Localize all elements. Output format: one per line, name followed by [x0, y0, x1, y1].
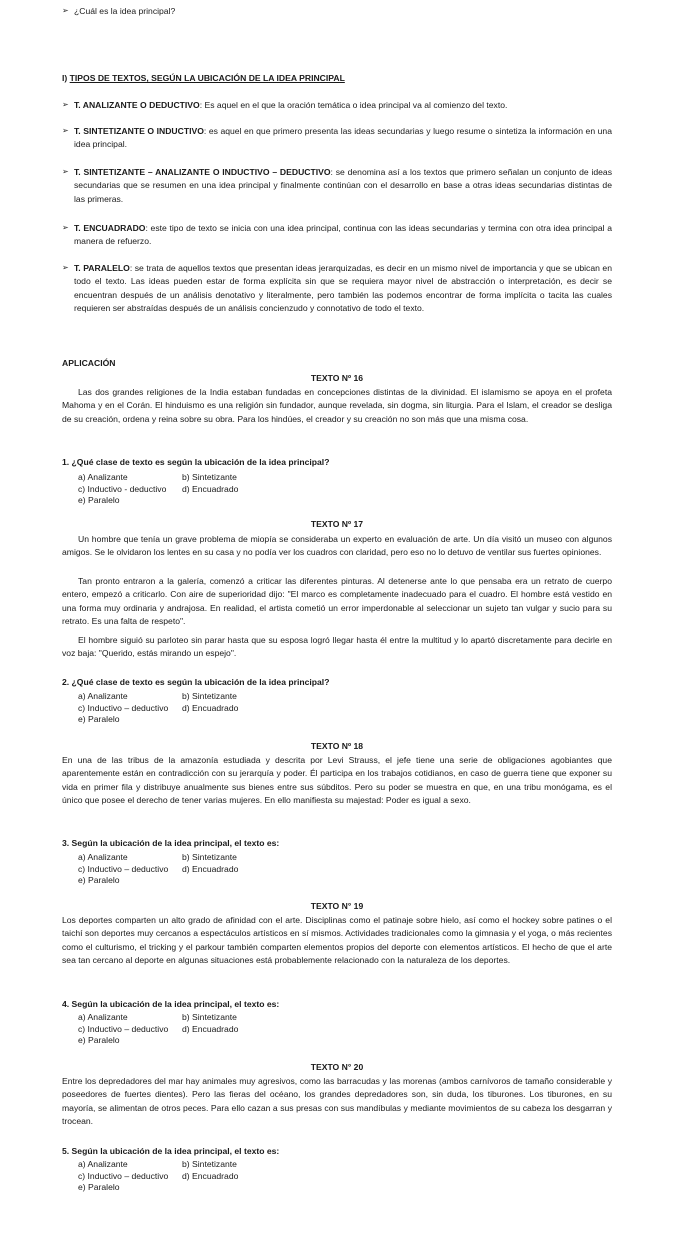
question-4: 4. Según la ubicación de la idea principal, el texto es:	[62, 999, 280, 1009]
type-item-paralelo	[62, 262, 612, 315]
text-20-paragraph: Entre los depredadores del mar hay animales muy agresivos, como las barracudas y las morenas (ambos carnívoros de tamaño considerable y poseedores de fuertes dientes). Pero las fieras del océano, los grandes depredadores son, sin duda, los tiburones. Los tiburones, en su mayoría, se alimentan de otros peces. Para ello cazan a sus presas con sus mandíbulas y mediante movimientos de su cabeza los desgarran y trocean.	[62, 1076, 612, 1126]
type-description: : se trata de aquellos textos que presentan ideas jerarquizadas, es decir en un mismo nivel de importancia y que se ubican en todo el texto. Las ideas pueden estar de forma explícita sin que se requiera mayor nivel de abstracción o interpretación, es decir se encuentran después de un análisis denotativo y literalmente, pero también las podemos encontrar de forma implícita o tacita las cuales requieren ser abstraídas después de un análisis concienzudo y connotativo de todo el texto.	[74, 263, 612, 313]
option-a[interactable]: a) Analizante	[78, 472, 128, 482]
option-b[interactable]: b) Sintetizante	[182, 1012, 237, 1022]
arrow-bullet-icon: ➢	[62, 126, 69, 135]
option-b[interactable]: b) Sintetizante	[182, 691, 237, 701]
type-term: T. ANALIZANTE O DEDUCTIVO	[74, 100, 200, 110]
option-e[interactable]: e) Paralelo	[78, 875, 120, 886]
type-description: : Es aquel en el que la oración temática o idea principal va al comienzo del texto.	[199, 100, 508, 110]
question-4-options	[78, 1012, 238, 1047]
type-item-encuadrado	[62, 222, 612, 249]
text-19-paragraph: Los deportes comparten un alto grado de afinidad con el arte. Disciplinas como el patinaje sobre hielo, así como el hockey sobre patines o el taichí son deportes muy cercanos a espectáculos artísticos en sí mismos. Actividades tradicionales como la gimnasia y el yoga, o más recientes como el culturismo, el tricking y el parkour también comparten elementos propios del deporte con elementos artísticos. El hecho de que el arte sea tan cercano al deporte en algunas situaciones está probablemente relacionado con la naturaleza de los deportes.	[62, 915, 612, 965]
option-c[interactable]: c) Inductivo – deductivo	[78, 702, 169, 713]
question-1-options	[78, 472, 238, 507]
option-a[interactable]: a) Analizante	[78, 1159, 128, 1169]
option-d[interactable]: d) Encuadrado	[182, 1023, 239, 1034]
option-d[interactable]: d) Encuadrado	[182, 1170, 239, 1181]
option-c[interactable]: c) Inductivo – deductivo	[78, 1170, 169, 1181]
section-heading	[62, 72, 345, 85]
type-term: T. SINTETIZANTE O INDUCTIVO	[74, 126, 204, 136]
option-b[interactable]: b) Sintetizante	[182, 852, 237, 862]
text-19-title: TEXTO N° 19	[310, 901, 364, 911]
text-17-title: TEXTO Nº 17	[310, 519, 364, 529]
option-a[interactable]: a) Analizante	[78, 691, 128, 701]
type-term: T. ENCUADRADO	[74, 223, 146, 233]
type-item-sintetizante	[62, 125, 612, 152]
arrow-bullet-icon: ➢	[62, 223, 69, 232]
type-term: T. PARALELO	[74, 263, 130, 273]
application-heading: APLICACIÓN	[62, 358, 116, 368]
question-2-options	[78, 691, 238, 726]
option-e[interactable]: e) Paralelo	[78, 1182, 120, 1193]
section-heading-title: TIPOS DE TEXTOS, SEGÚN LA UBICACIÓN DE LA IDEA PRINCIPAL	[69, 73, 345, 83]
question-5-options	[78, 1159, 238, 1194]
type-item-analizante	[62, 99, 612, 112]
text-17-paragraph-1: Un hombre que tenía un grave problema de miopía se consideraba un experto en evaluación de arte. Un día visitó un museo con algunos amigos. Se le olvidaron los lentes en su casa y no podía ver los cuadros con claridad, pero eso no lo detuvo de ventilar sus fuertes opiniones.	[62, 534, 612, 558]
type-term: T. SINTETIZANTE – ANALIZANTE O INDUCTIVO – DEDUCTIVO	[74, 167, 331, 177]
arrow-bullet-icon: ➢	[62, 167, 69, 176]
option-a[interactable]: a) Analizante	[78, 1012, 128, 1022]
text-16-title: TEXTO Nº 16	[310, 373, 364, 383]
text-18-title: TEXTO Nº 18	[310, 741, 364, 751]
section-heading-prefix: I)	[62, 73, 70, 83]
option-c[interactable]: c) Inductivo - deductivo	[78, 483, 167, 494]
type-description: : se denomina así a los textos que primero señalan un conjunto de ideas secundarias que se resumen en una idea principal y finalmente continúan con el desarrollo en base a otras ideas secundarias distintas de las primeras.	[74, 167, 612, 204]
type-description: : este tipo de texto se inicia con una idea principal, continua con las ideas secundarias y termina con otra idea principal a manera de refuerzo.	[74, 223, 613, 247]
option-a[interactable]: a) Analizante	[78, 852, 128, 862]
question-3-options	[78, 852, 238, 887]
top-question	[62, 5, 622, 18]
option-c[interactable]: c) Inductivo – deductivo	[78, 1023, 169, 1034]
option-d[interactable]: d) Encuadrado	[182, 483, 239, 494]
question-2: 2. ¿Qué clase de texto es según la ubicación de la idea principal?	[62, 677, 330, 687]
option-e[interactable]: e) Paralelo	[78, 1035, 120, 1046]
question-3: 3. Según la ubicación de la idea principal, el texto es:	[62, 838, 280, 848]
text-18-paragraph: En una de las tribus de la amazonía estudiada y descrita por Levi Strauss, el jefe tiene una serie de obligaciones agobiantes que aparentemente están en contradicción con su jerarquía y poder. Él participa en los trabajos cotidianos, en caso de guerra tiene que exponer su vida en primer fila y distribuye anualmente sus bienes entre sus súbditos. Pero su poder se muestra en que, en una tribu monógama, es el único que posee el derecho de tener varias mujeres. En ello manifiesta su majestad: Poder es igual a sexo.	[62, 755, 612, 805]
text-20-title: TEXTO N° 20	[310, 1062, 364, 1072]
arrow-bullet-icon: ➢	[62, 263, 69, 272]
question-1: 1. ¿Qué clase de texto es según la ubicación de la idea principal?	[62, 457, 330, 467]
option-e[interactable]: e) Paralelo	[78, 495, 120, 506]
top-question-text: ¿Cuál es la idea principal?	[74, 6, 176, 16]
type-item-sintetizante-analizante	[62, 166, 612, 206]
option-b[interactable]: b) Sintetizante	[182, 1159, 237, 1169]
question-5: 5. Según la ubicación de la idea principal, el texto es:	[62, 1146, 280, 1156]
text-17-paragraph-3: El hombre siguió su parloteo sin parar hasta que su esposa logró llegar hasta él entre la multitud y lo apartó discretamente para decirle en voz baja: "Querido, estás mirando un espejo".	[62, 635, 612, 659]
text-16-paragraph: Las dos grandes religiones de la India estaban fundadas en concepciones distintas de la divinidad. El islamismo se apoya en el profeta Mahoma y en el Corán. El hinduismo es una religión sin fundador, aunque revelada, sin dogma, sin liturgia. Para el Islam, el creador se desliga de su creación, ordena y reina sobre su obra. Para los hindúes, el creador y su creación no son más que una misma cosa.	[62, 387, 612, 424]
option-c[interactable]: c) Inductivo – deductivo	[78, 863, 169, 874]
option-e[interactable]: e) Paralelo	[78, 714, 120, 725]
option-d[interactable]: d) Encuadrado	[182, 702, 239, 713]
type-description: : es aquel en que primero presenta las ideas secundarias y luego resume o sintetiza la información en una idea principal.	[74, 126, 612, 150]
arrow-bullet-icon: ➢	[62, 6, 69, 15]
option-b[interactable]: b) Sintetizante	[182, 472, 237, 482]
arrow-bullet-icon: ➢	[62, 100, 69, 109]
text-17-paragraph-2: Tan pronto entraron a la galería, comenzó a criticar las diferentes pinturas. Al detenerse ante lo que pensaba era un retrato de cuerpo entero, empezó a criticarlo. Con aire de superioridad dijo: "El marco es completamente inadecuado para el cuadro. El hombre está vestido en una forma muy ordinaria y andrajosa. En realidad, el artista cometió un error imperdonable al seleccionar un sujeto tan vulgar y sucio para su retrato. Es una falta de respeto".	[62, 576, 612, 626]
option-d[interactable]: d) Encuadrado	[182, 863, 239, 874]
